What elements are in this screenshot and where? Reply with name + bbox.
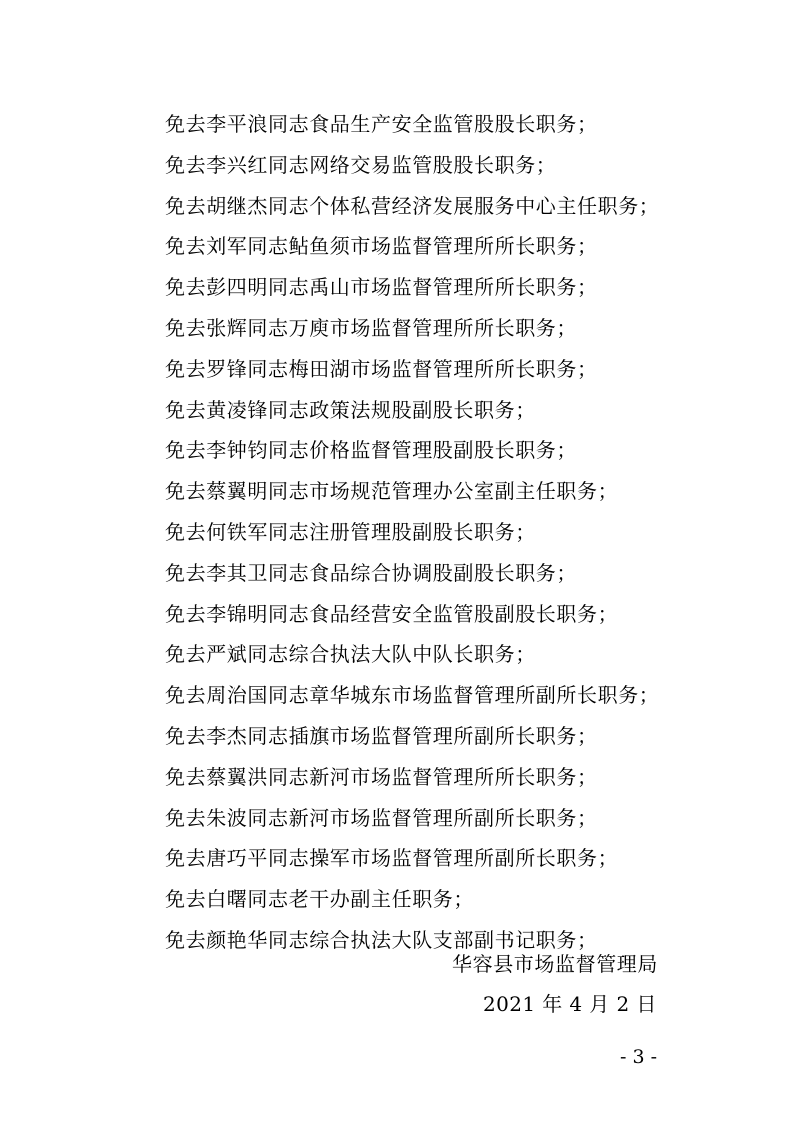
dismissal-line: 免去黄凌锋同志政策法规股副股长职务； bbox=[165, 397, 536, 422]
dismissal-line: 免去刘军同志鲇鱼须市场监督管理所所长职务； bbox=[165, 234, 598, 259]
dismissal-line: 免去严斌同志综合执法大队中队长职务； bbox=[165, 642, 536, 667]
dismissal-line: 免去李平浪同志食品生产安全监管股股长职务； bbox=[165, 112, 598, 136]
dismissal-line: 免去李锦明同志食品经营安全监管股副股长职务； bbox=[165, 601, 619, 626]
dismissal-line: 免去白曙同志老干办副主任职务； bbox=[165, 887, 474, 912]
dismissal-line: 免去胡继杰同志个体私营经济发展服务中心主任职务； bbox=[165, 193, 660, 218]
dismissal-line: 免去李钟钧同志价格监督管理股副股长职务； bbox=[165, 438, 577, 463]
dismissal-line: 免去何铁军同志注册管理股副股长职务； bbox=[165, 519, 536, 544]
dismissal-line: 免去张辉同志万庾市场监督管理所所长职务； bbox=[165, 315, 577, 340]
dismissal-line: 免去朱波同志新河市场监督管理所副所长职务； bbox=[165, 805, 598, 830]
dismissal-line: 免去罗锋同志梅田湖市场监督管理所所长职务； bbox=[165, 356, 598, 381]
page-number: - 3 - bbox=[620, 1046, 658, 1068]
dismissal-line: 免去颜艳华同志综合执法大队支部副书记职务； bbox=[165, 927, 598, 952]
signature-organization: 华容县市场监督管理局 bbox=[452, 952, 658, 976]
dismissal-list bbox=[165, 104, 705, 961]
dismissal-line: 免去周治国同志章华城东市场监督管理所副所长职务； bbox=[165, 683, 660, 708]
dismissal-line: 免去彭四明同志禹山市场监督管理所所长职务； bbox=[165, 275, 598, 300]
dismissal-line: 免去蔡翼明同志市场规范管理办公室副主任职务； bbox=[165, 479, 619, 504]
dismissal-line: 免去唐巧平同志操军市场监督管理所副所长职务； bbox=[165, 846, 619, 871]
dismissal-line: 免去李杰同志插旗市场监督管理所副所长职务； bbox=[165, 723, 598, 748]
dismissal-line: 免去李其卫同志食品综合协调股副股长职务； bbox=[165, 560, 577, 585]
dismissal-line: 免去李兴红同志网络交易监管股股长职务； bbox=[165, 152, 557, 177]
signature-date: 2021 年 4 月 2 日 bbox=[483, 992, 657, 1016]
dismissal-line: 免去蔡翼洪同志新河市场监督管理所所长职务； bbox=[165, 764, 598, 789]
